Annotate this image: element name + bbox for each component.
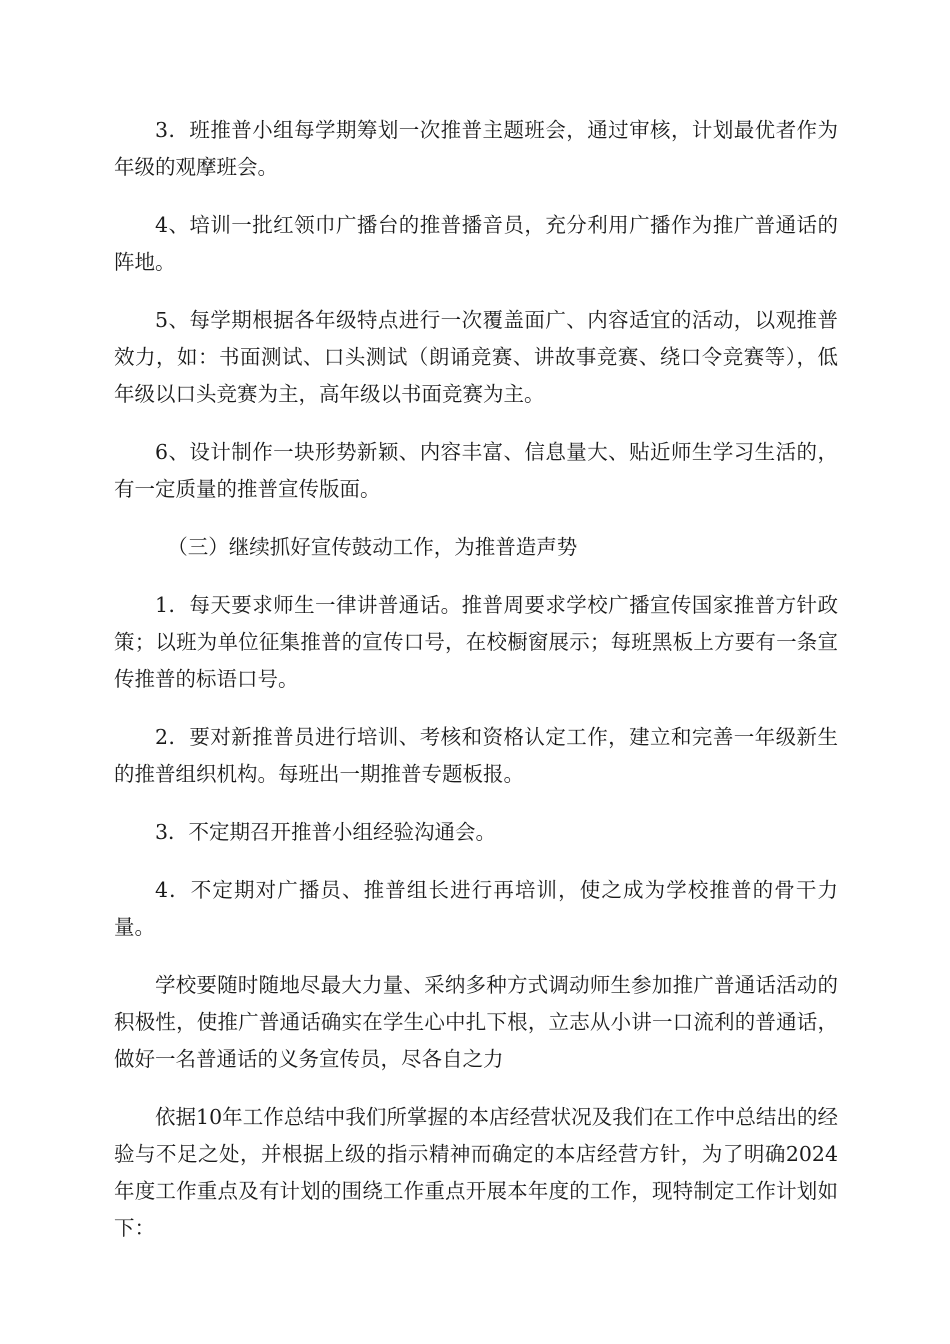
document-body xyxy=(114,112,838,1268)
paragraph: 4．不定期对广播员、推普组长进行再培训，使之成为学校推普的骨干力量。 xyxy=(114,878,838,939)
paragraph: 4、培训一批红领巾广播台的推普播音员，充分利用广播作为推广普通话的阵地。 xyxy=(114,213,838,274)
paragraph: 3．班推普小组每学期筹划一次推普主题班会，通过审核，计划最优者作为年级的观摩班会。 xyxy=(114,118,838,179)
paragraph: 3．不定期召开推普小组经验沟通会。 xyxy=(155,820,497,844)
paragraph: 5、每学期根据各年级特点进行一次覆盖面广、内容适宜的活动，以观推普效力，如：书面测试、口头测试（朗诵竞赛、讲故事竞赛、绕口令竞赛等），低年级以口头竞赛为主，高年级以书面竞赛为主。 xyxy=(114,308,838,406)
paragraph: 6、设计制作一块形势新颖、内容丰富、信息量大、贴近师生学习生活的，有一定质量的推普宣传版面。 xyxy=(114,440,838,501)
paragraph: 2．要对新推普员进行培训、考核和资格认定工作，建立和完善一年级新生的推普组织机构。每班出一期推普专题板报。 xyxy=(114,725,838,786)
paragraph: 依据10年工作总结中我们所掌握的本店经营状况及我们在工作中总结出的经验与不足之处，并根据上级的指示精神而确定的本店经营方针，为了明确2024年度工作重点及有计划的围绕工作重点开展本年度的工作，现特制定工作计划如下： xyxy=(114,1105,838,1240)
paragraph: 学校要随时随地尽最大力量、采纳多种方式调动师生参加推广普通话活动的积极性，使推广普通话确实在学生心中扎下根，立志从小讲一口流利的普通话，做好一名普通话的义务宣传员，尽各自之力 xyxy=(114,973,838,1071)
section-heading: （三）继续抓好宣传鼓动工作，为推普造声势 xyxy=(167,535,578,559)
paragraph: 1．每天要求师生一律讲普通话。推普周要求学校广播宣传国家推普方针政策；以班为单位征集推普的宣传口号，在校橱窗展示；每班黑板上方要有一条宣传推普的标语口号。 xyxy=(114,593,838,691)
